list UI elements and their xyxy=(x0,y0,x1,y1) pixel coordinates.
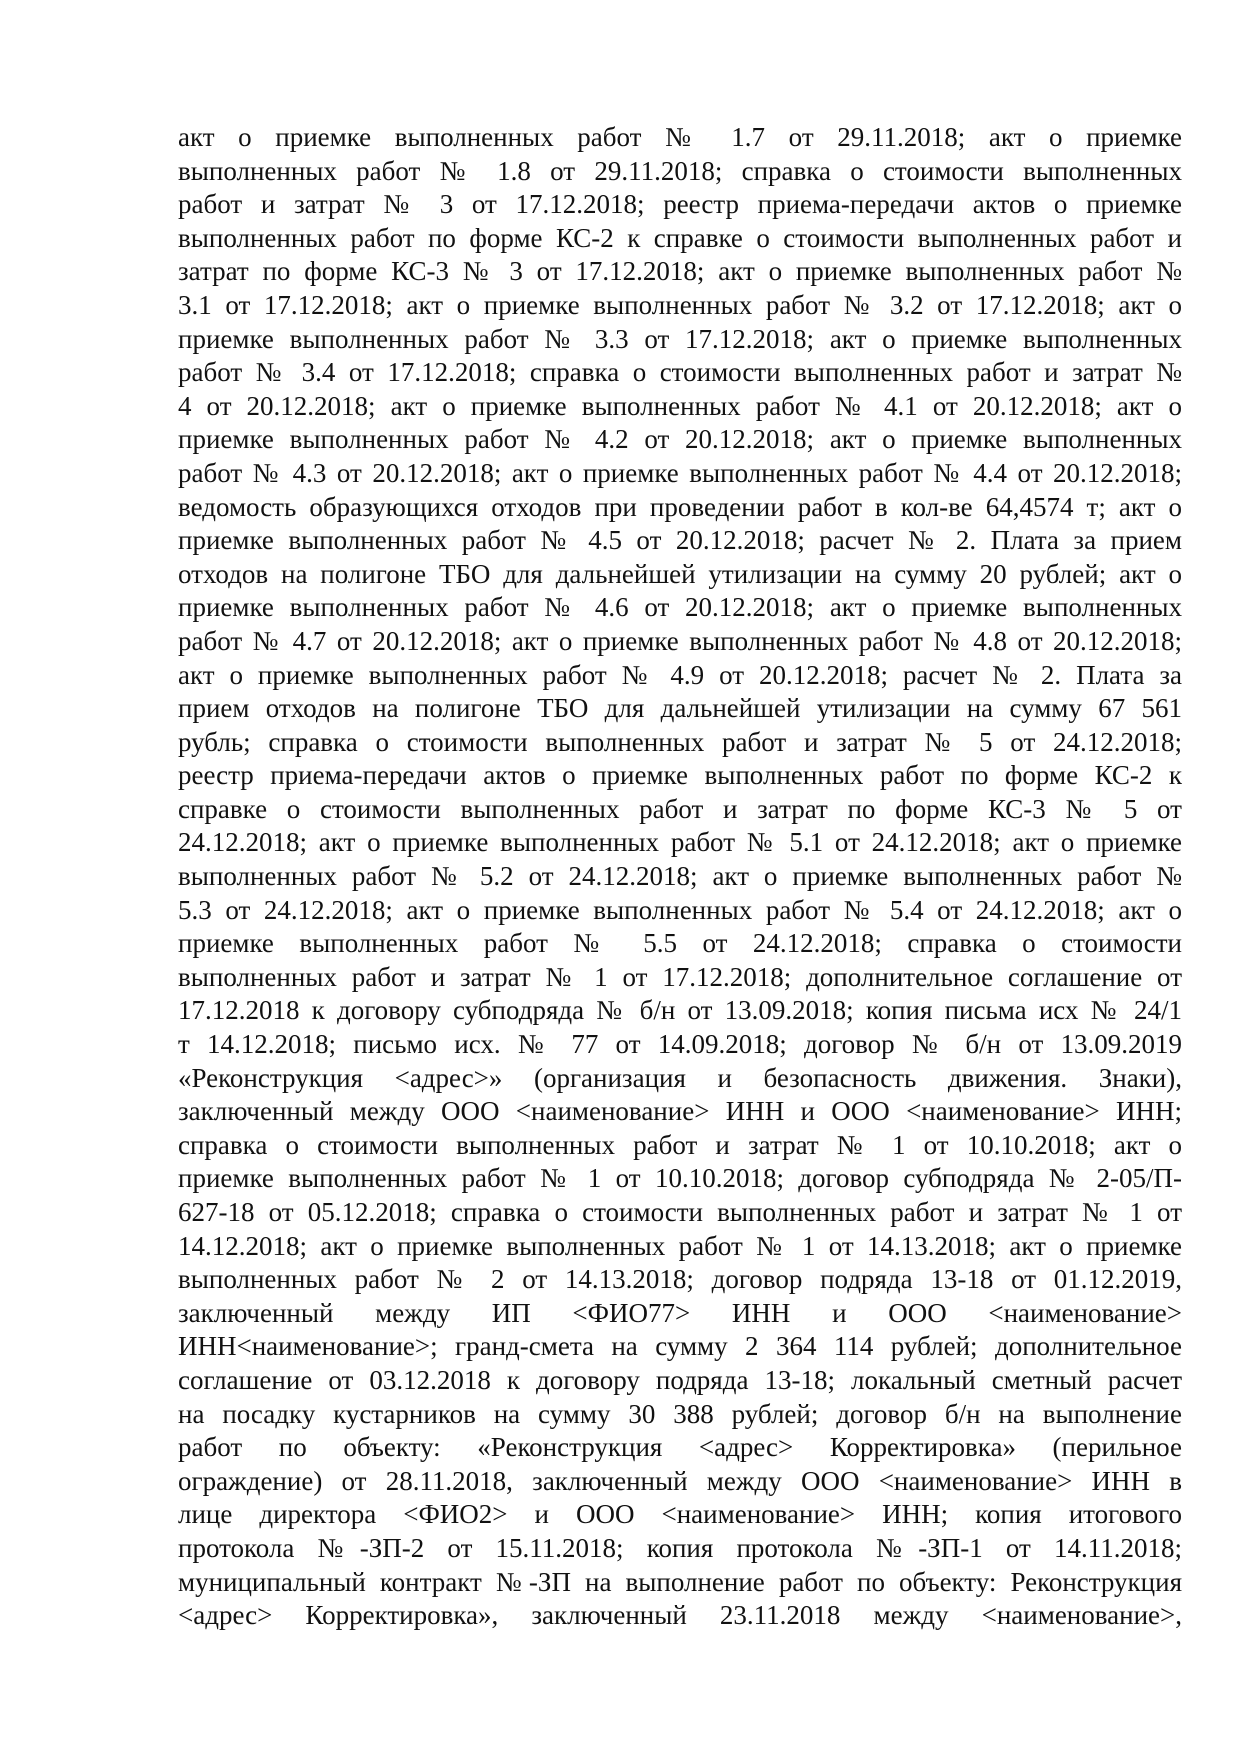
text-line: лице директора <ФИО2> и ООО <наименование> ИНН; копия итогового xyxy=(178,1499,1182,1530)
text-line: приемке выполненных работ № 4.6 от 20.12.2018; акт о приемке выполненных xyxy=(178,592,1182,623)
text-line: ограждение) от 28.11.2018, заключенный между ООО <наименование> ИНН в xyxy=(178,1465,1182,1496)
text-line: выполненных работ и затрат № 1 от 17.12.2018; дополнительное соглашение от xyxy=(178,961,1182,992)
text-line: прием отходов на полигоне ТБО для дальнейшей утилизации на сумму 67 561 xyxy=(178,693,1182,724)
text-line: акт о приемке выполненных работ № 4.9 от 20.12.2018; расчет № 2. Плата за xyxy=(178,659,1182,690)
text-line: 3.1 от 17.12.2018; акт о приемке выполненных работ № 3.2 от 17.12.2018; акт о xyxy=(178,289,1182,320)
text-line: выполненных работ № 5.2 от 24.12.2018; акт о приемке выполненных работ № xyxy=(178,861,1182,892)
text-line: т 14.12.2018; письмо исх. № 77 от 14.09.2018; договор № б/н от 13.09.2019 xyxy=(178,1029,1182,1060)
text-line: работ № 4.7 от 20.12.2018; акт о приемке выполненных работ № 4.8 от 20.12.2018; xyxy=(178,625,1182,656)
text-line: работ по объекту: «Реконструкция <адрес> Корректировка» (перильное xyxy=(178,1432,1182,1463)
text-line: соглашение от 03.12.2018 к договору подряда 13-18; локальный сметный расчет xyxy=(178,1364,1182,1395)
body-text xyxy=(178,121,1182,1633)
text-line: ведомость образующихся отходов при проведении работ в кол-ве 64,4574 т; акт о xyxy=(178,491,1182,522)
text-line: на посадку кустарников на сумму 30 388 рублей; договор б/н на выполнение xyxy=(178,1398,1182,1429)
text-line: отходов на полигоне ТБО для дальнейшей утилизации на сумму 20 рублей; акт о xyxy=(178,558,1182,589)
text-line: муниципальный контракт №-ЗП на выполнение работ по объекту: Реконструкция xyxy=(178,1566,1182,1597)
text-line: ИНН<наименование>; гранд-смета на сумму 2 364 114 рублей; дополнительное xyxy=(178,1331,1182,1362)
text-line: приемке выполненных работ № 1 от 10.10.2018; договор субподряда № 2-05/П- xyxy=(178,1163,1182,1194)
text-line: затрат по форме КС-3 № 3 от 17.12.2018; акт о приемке выполненных работ № xyxy=(178,256,1182,287)
text-line: «Реконструкция <адрес>» (организация и безопасность движения. Знаки), xyxy=(178,1062,1182,1093)
text-line: работ № 3.4 от 17.12.2018; справка о стоимости выполненных работ и затрат № xyxy=(178,357,1182,388)
text-line: заключенный между ООО <наименование> ИНН и ООО <наименование> ИНН; xyxy=(178,1096,1182,1127)
text-line: выполненных работ № 1.8 от 29.11.2018; справка о стоимости выполненных xyxy=(178,155,1182,186)
text-line: работ и затрат № 3 от 17.12.2018; реестр приема-передачи актов о приемке xyxy=(178,189,1182,220)
text-line: приемке выполненных работ № 5.5 от 24.12.2018; справка о стоимости xyxy=(178,928,1182,959)
text-line: <адрес> Корректировка», заключенный 23.11.2018 между <наименование>, xyxy=(178,1600,1182,1631)
text-line: приемке выполненных работ № 4.5 от 20.12.2018; расчет № 2. Плата за прием xyxy=(178,525,1182,556)
text-line: 14.12.2018; акт о приемке выполненных работ № 1 от 14.13.2018; акт о приемке xyxy=(178,1230,1182,1261)
text-line: приемке выполненных работ № 4.2 от 20.12.2018; акт о приемке выполненных xyxy=(178,424,1182,455)
text-line: акт о приемке выполненных работ № 1.7 от 29.11.2018; акт о приемке xyxy=(178,122,1182,152)
text-line: справке о стоимости выполненных работ и затрат по форме КС-3 № 5 от xyxy=(178,793,1182,824)
text-line: 5.3 от 24.12.2018; акт о приемке выполненных работ № 5.4 от 24.12.2018; акт о xyxy=(178,894,1182,925)
text-line: реестр приема-передачи актов о приемке выполненных работ по форме КС-2 к xyxy=(178,760,1182,791)
text-line: 4 от 20.12.2018; акт о приемке выполненных работ № 4.1 от 20.12.2018; акт о xyxy=(178,390,1182,421)
text-line: заключенный между ИП <ФИО77> ИНН и ООО <наименование> xyxy=(178,1297,1182,1328)
text-line: приемке выполненных работ № 3.3 от 17.12.2018; акт о приемке выполненных xyxy=(178,323,1182,354)
text-line: 17.12.2018 к договору субподряда № б/н от 13.09.2018; копия письма исх № 24/1 xyxy=(178,995,1182,1026)
text-line: 24.12.2018; акт о приемке выполненных работ № 5.1 от 24.12.2018; акт о приемке xyxy=(178,827,1182,858)
text-line: справка о стоимости выполненных работ и затрат № 1 от 10.10.2018; акт о xyxy=(178,1129,1182,1160)
text-line: 627-18 от 05.12.2018; справка о стоимости выполненных работ и затрат № 1 от xyxy=(178,1197,1182,1227)
text-line: рубль; справка о стоимости выполненных работ и затрат № 5 от 24.12.2018; xyxy=(178,726,1182,757)
text-line: протокола №-ЗП-2 от 15.11.2018; копия протокола №-ЗП-1 от 14.11.2018; xyxy=(178,1532,1182,1563)
text-line: выполненных работ № 2 от 14.13.2018; договор подряда 13-18 от 01.12.2019, xyxy=(178,1264,1182,1295)
text-line: выполненных работ по форме КС-2 к справке о стоимости выполненных работ и xyxy=(178,222,1182,253)
text-line: работ № 4.3 от 20.12.2018; акт о приемке выполненных работ № 4.4 от 20.12.2018; xyxy=(178,457,1182,488)
